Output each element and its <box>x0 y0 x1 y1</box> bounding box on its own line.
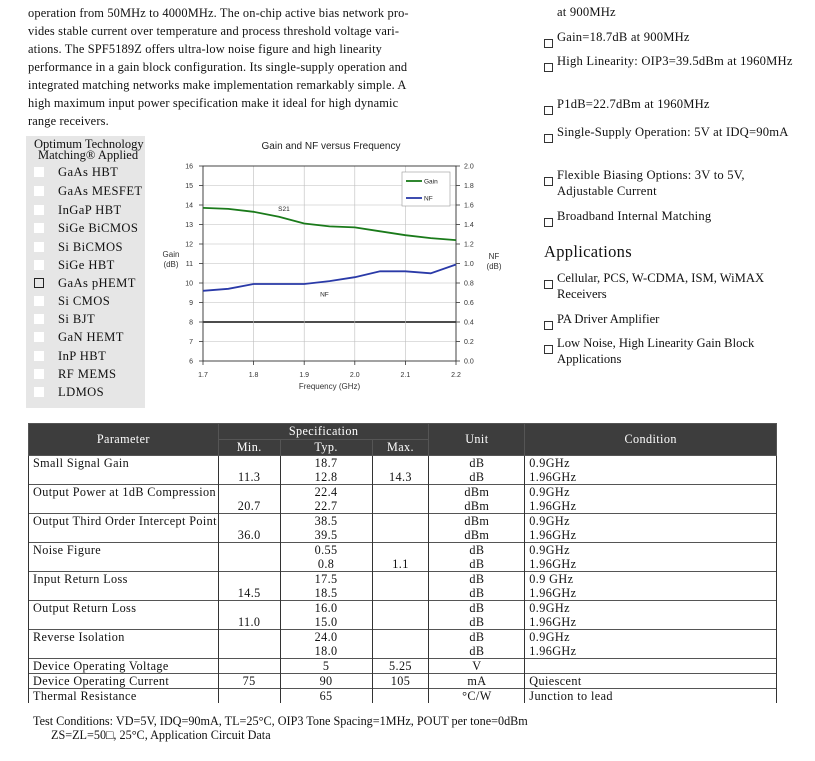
technology-item <box>34 311 95 327</box>
spec-unit: dB <box>429 456 525 471</box>
technology-item <box>34 164 118 180</box>
x-tick-label: 2.2 <box>451 372 461 379</box>
spec-unit: V <box>429 659 525 674</box>
checkbox-icon <box>34 387 44 397</box>
header-min: Min. <box>218 440 280 456</box>
y-right-tick-label: 0.4 <box>464 319 474 327</box>
spec-param <box>29 572 219 587</box>
table-row <box>29 615 777 630</box>
intro-line: range receivers. <box>28 114 109 128</box>
y-right-tick-label: 0.0 <box>464 358 474 366</box>
checkbox-icon <box>544 321 553 330</box>
spec-max <box>372 601 429 616</box>
checkbox-icon <box>34 314 44 324</box>
spec-min <box>218 557 280 572</box>
spec-param <box>29 514 219 529</box>
spec-typ: 38.5 <box>280 514 372 529</box>
table-row <box>29 689 777 704</box>
spec-min <box>218 644 280 659</box>
spec-param-label: Output Third Order Intercept Point <box>33 514 217 528</box>
technology-item <box>34 183 143 199</box>
spec-param <box>29 456 219 471</box>
spec-param <box>29 659 219 674</box>
spec-param-label: Output Power at 1dB Compression <box>33 485 217 499</box>
spec-typ: 24.0 <box>280 630 372 645</box>
technology-item-label: GaAs HBT <box>58 165 119 179</box>
spec-max: 14.3 <box>372 470 429 485</box>
checkbox-icon <box>34 296 44 306</box>
feature-text: Single-Supply Operation: 5V at IDQ=90mA <box>557 125 789 139</box>
spec-condition: 0.9GHz <box>525 630 777 645</box>
technology-item-label: InP HBT <box>58 349 107 363</box>
technology-item-label: SiGe HBT <box>58 258 115 272</box>
spec-param <box>29 499 219 514</box>
y-right-tick-label: 1.2 <box>464 241 474 249</box>
spec-max <box>372 644 429 659</box>
table-row <box>29 557 777 572</box>
y-left-tick-label: 9 <box>189 300 193 307</box>
chart-annotation: S21 <box>278 205 290 213</box>
spec-typ: 18.5 <box>280 586 372 601</box>
table-row <box>29 674 777 689</box>
spec-unit: dB <box>429 543 525 558</box>
spec-param-label: Device Operating Current <box>33 674 170 688</box>
y-right-axis-label-line: (dB) <box>486 262 502 271</box>
spec-param <box>29 557 219 572</box>
intro-line: high maximum input power specification make it ideal for high dynamic <box>28 96 399 110</box>
technology-item <box>34 366 116 382</box>
y-right-tick-label: 1.0 <box>464 261 474 268</box>
spec-unit: dB <box>429 601 525 616</box>
checkbox-icon <box>34 278 44 288</box>
spec-condition <box>525 659 777 674</box>
chart-title: Gain and NF versus Frequency <box>261 141 401 152</box>
y-left-tick-label: 10 <box>185 280 193 288</box>
legend-label: Gain <box>424 178 438 186</box>
feature-text: High Linearity: OIP3=39.5dBm at 1960MHz <box>557 54 793 68</box>
x-tick-label: 1.8 <box>248 372 259 379</box>
spec-min <box>218 485 280 500</box>
y-right-tick-label: 0.8 <box>464 280 474 288</box>
feature-text: at 900MHz <box>557 5 616 19</box>
spec-min <box>218 601 280 616</box>
spec-param-label: Device Operating Voltage <box>33 659 169 673</box>
y-left-tick-label: 16 <box>185 163 193 171</box>
spec-max: 105 <box>372 674 429 689</box>
header-typ: Typ. <box>280 440 372 456</box>
y-right-tick-label: 1.4 <box>464 222 474 229</box>
spec-max: 5.25 <box>372 659 429 674</box>
table-row <box>29 499 777 514</box>
checkbox-icon <box>34 369 44 379</box>
spec-max <box>372 528 429 543</box>
technology-item <box>34 257 115 273</box>
intro-line: operation from 50MHz to 4000MHz. The on-chip active bias network pro- <box>28 6 409 20</box>
intro-line: vides stable current over temperature and process threshold voltage vari- <box>28 24 400 38</box>
spec-unit: dBm <box>429 485 525 500</box>
technology-item <box>34 202 122 218</box>
spec-condition: 0.9GHz <box>525 456 777 471</box>
spec-unit: dB <box>429 470 525 485</box>
spec-condition: 0.9 GHz <box>525 572 777 587</box>
spec-typ: 5 <box>280 659 372 674</box>
spec-unit: dB <box>429 644 525 659</box>
y-right-tick-label: 0.6 <box>464 300 474 307</box>
table-row <box>29 601 777 616</box>
x-axis-label: Frequency (GHz) <box>298 382 361 391</box>
spec-unit: dB <box>429 615 525 630</box>
technology-item <box>34 329 124 345</box>
spec-unit: dB <box>429 557 525 572</box>
spec-max <box>372 586 429 601</box>
checkbox-icon <box>34 260 44 270</box>
y-left-axis-label-line: (dB) <box>163 260 179 269</box>
spec-param <box>29 630 219 645</box>
spec-param-label: Reverse Isolation <box>33 630 125 644</box>
spec-max <box>372 572 429 587</box>
spec-param <box>29 601 219 616</box>
application-text: PA Driver Amplifier <box>557 312 660 326</box>
y-left-tick-label: 12 <box>185 241 193 249</box>
spec-max <box>372 615 429 630</box>
x-tick-label: 1.7 <box>198 372 208 379</box>
specification-table <box>28 423 777 703</box>
feature-text: P1dB=22.7dBm at 1960MHz <box>557 97 710 111</box>
table-row <box>29 659 777 674</box>
y-right-tick-label: 1.6 <box>464 202 474 210</box>
intro-line: performance in a gain block configuration. Its single-supply operation and <box>28 60 408 74</box>
y-left-tick-label: 15 <box>185 183 193 190</box>
chart-annotation: NF <box>320 291 329 299</box>
applications-title: Applications <box>544 242 632 261</box>
checkbox-icon <box>34 223 44 233</box>
checkbox-icon <box>34 167 44 177</box>
checkbox-icon <box>34 205 44 215</box>
x-tick-label: 2.0 <box>349 372 360 379</box>
y-left-tick-label: 13 <box>185 222 193 229</box>
footnote-line-2: ZS=ZL=50□, 25°C, Application Circuit Data <box>51 728 271 742</box>
technology-item <box>34 348 106 364</box>
checkbox-icon <box>544 218 553 227</box>
spec-condition: 1.96GHz <box>525 499 777 514</box>
spec-max <box>372 543 429 558</box>
y-left-tick-label: 14 <box>185 202 193 210</box>
spec-condition: 1.96GHz <box>525 528 777 543</box>
spec-param <box>29 615 219 630</box>
legend-label: NF <box>424 195 433 203</box>
intro-line: ations. The SPF5189Z offers ultra-low noise figure and high linearity <box>28 42 383 56</box>
checkbox-icon <box>34 332 44 342</box>
spec-min: 11.0 <box>218 615 280 630</box>
spec-param-label: Input Return Loss <box>33 572 128 586</box>
x-tick-label: 1.9 <box>299 372 310 379</box>
spec-condition: 1.96GHz <box>525 644 777 659</box>
technology-item <box>34 275 136 291</box>
spec-min <box>218 543 280 558</box>
gain-nf-chart <box>150 136 520 398</box>
table-row <box>29 543 777 558</box>
technology-item-label: LDMOS <box>58 385 105 399</box>
spec-param <box>29 689 219 704</box>
checkbox-icon <box>544 177 553 186</box>
application-text: Cellular, PCS, W-CDMA, ISM, WiMAX Receivers <box>557 271 765 301</box>
spec-unit: mA <box>429 674 525 689</box>
spec-param <box>29 528 219 543</box>
table-row <box>29 470 777 485</box>
technology-item-label: GaN HEMT <box>58 330 124 344</box>
spec-param <box>29 644 219 659</box>
table-row <box>29 572 777 587</box>
spec-unit: °C/W <box>429 689 525 704</box>
spec-min <box>218 659 280 674</box>
technology-item-label: GaAs pHEMT <box>58 276 136 290</box>
technology-subheading: Matching® Applied <box>38 148 139 162</box>
spec-typ: 22.4 <box>280 485 372 500</box>
checkbox-icon <box>544 134 553 143</box>
spec-typ: 0.55 <box>280 543 372 558</box>
technology-item-label: Si BiCMOS <box>58 240 123 254</box>
y-right-tick-label: 0.2 <box>464 339 474 346</box>
spec-typ: 16.0 <box>280 601 372 616</box>
application-text: Low Noise, High Linearity Gain Block Applications <box>557 336 755 366</box>
spec-typ: 65 <box>280 689 372 704</box>
spec-typ: 18.7 <box>280 456 372 471</box>
intro-paragraph <box>28 4 498 130</box>
spec-condition: 1.96GHz <box>525 615 777 630</box>
spec-typ: 39.5 <box>280 528 372 543</box>
technology-item <box>34 220 138 236</box>
table-row <box>29 485 777 500</box>
spec-unit: dB <box>429 572 525 587</box>
spec-typ: 90 <box>280 674 372 689</box>
table-row <box>29 456 777 471</box>
spec-min <box>218 630 280 645</box>
intro-line: integrated matching networks make implementation remarkably simple. A <box>28 78 407 92</box>
technology-panel <box>26 136 145 408</box>
spec-condition: 0.9GHz <box>525 485 777 500</box>
y-left-tick-label: 7 <box>189 339 193 346</box>
technology-item-label: Si CMOS <box>58 294 111 308</box>
spec-condition: 0.9GHz <box>525 514 777 529</box>
table-row <box>29 514 777 529</box>
y-right-tick-label: 1.8 <box>464 183 474 190</box>
table-row <box>29 644 777 659</box>
spec-condition: 0.9GHz <box>525 543 777 558</box>
header-parameter: Parameter <box>29 424 219 456</box>
spec-min: 14.5 <box>218 586 280 601</box>
y-left-tick-label: 6 <box>189 358 193 366</box>
table-row <box>29 630 777 645</box>
spec-param-label: Output Return Loss <box>33 601 137 615</box>
spec-condition: Quiescent <box>525 674 777 689</box>
spec-param-label: Noise Figure <box>33 543 102 557</box>
footnote-line-1: Test Conditions: VD=5V, IDQ=90mA, TL=25°C, OIP3 Tone Spacing=1MHz, POUT per tone=0dBm <box>33 714 528 728</box>
spec-min <box>218 514 280 529</box>
spec-unit: dBm <box>429 499 525 514</box>
spec-typ: 22.7 <box>280 499 372 514</box>
spec-condition: 1.96GHz <box>525 557 777 572</box>
checkbox-icon <box>34 242 44 252</box>
technology-item <box>34 384 104 400</box>
spec-typ: 0.8 <box>280 557 372 572</box>
header-specification: Specification <box>218 424 429 440</box>
technology-item <box>34 239 123 255</box>
spec-condition: 1.96GHz <box>525 586 777 601</box>
spec-min: 36.0 <box>218 528 280 543</box>
series-line-nf <box>203 265 456 291</box>
spec-param-label: Small Signal Gain <box>33 456 130 470</box>
technology-item-label: RF MEMS <box>58 367 117 381</box>
spec-max <box>372 514 429 529</box>
spec-max <box>372 456 429 471</box>
spec-condition: Junction to lead <box>525 689 777 704</box>
y-left-axis-label-line: Gain <box>162 250 180 259</box>
table-row <box>29 586 777 601</box>
feature-text: Gain=18.7dB at 900MHz <box>557 30 690 44</box>
spec-max: 1.1 <box>372 557 429 572</box>
test-conditions-footnote <box>33 714 528 742</box>
y-left-tick-label: 11 <box>185 261 193 268</box>
spec-unit: dBm <box>429 514 525 529</box>
series-line-gain <box>203 205 456 240</box>
technology-item-label: InGaP HBT <box>58 203 122 217</box>
spec-min: 11.3 <box>218 470 280 485</box>
spec-param-label: Thermal Resistance <box>33 689 137 703</box>
spec-unit: dBm <box>429 528 525 543</box>
spec-typ: 15.0 <box>280 615 372 630</box>
spec-min <box>218 456 280 471</box>
y-left-tick-label: 8 <box>189 319 193 327</box>
x-tick-label: 2.1 <box>400 372 411 379</box>
technology-item-label: Si BJT <box>58 312 96 326</box>
spec-param <box>29 470 219 485</box>
spec-unit: dB <box>429 586 525 601</box>
checkbox-icon <box>34 186 44 196</box>
technology-heading: Optimum Technology <box>34 137 144 151</box>
table-row <box>29 528 777 543</box>
checkbox-icon <box>544 106 553 115</box>
spec-param <box>29 586 219 601</box>
spec-max <box>372 485 429 500</box>
checkbox-icon <box>544 63 553 72</box>
spec-param <box>29 485 219 500</box>
spec-typ: 12.8 <box>280 470 372 485</box>
header-condition: Condition <box>525 424 777 456</box>
y-right-axis-label-line: NF <box>488 252 500 261</box>
technology-item-label: SiGe BiCMOS <box>58 221 139 235</box>
checkbox-icon <box>544 280 553 289</box>
spec-min <box>218 689 280 704</box>
spec-condition: 1.96GHz <box>525 470 777 485</box>
spec-min <box>218 572 280 587</box>
spec-max <box>372 689 429 704</box>
checkbox-icon <box>34 351 44 361</box>
spec-condition: 0.9GHz <box>525 601 777 616</box>
checkbox-icon <box>544 39 553 48</box>
spec-min: 20.7 <box>218 499 280 514</box>
spec-param <box>29 674 219 689</box>
spec-min: 75 <box>218 674 280 689</box>
feature-text: Flexible Biasing Options: 3V to 5V, Adjustable Current <box>557 168 745 198</box>
feature-text: Broadband Internal Matching <box>557 209 712 223</box>
header-max: Max. <box>372 440 429 456</box>
header-unit: Unit <box>429 424 525 456</box>
spec-unit: dB <box>429 630 525 645</box>
spec-typ: 17.5 <box>280 572 372 587</box>
technology-item <box>34 293 110 309</box>
spec-param <box>29 543 219 558</box>
spec-max <box>372 630 429 645</box>
technology-item-label: GaAs MESFET <box>58 184 143 198</box>
checkbox-icon <box>544 345 553 354</box>
spec-max <box>372 499 429 514</box>
spec-typ: 18.0 <box>280 644 372 659</box>
y-right-tick-label: 2.0 <box>464 163 474 171</box>
